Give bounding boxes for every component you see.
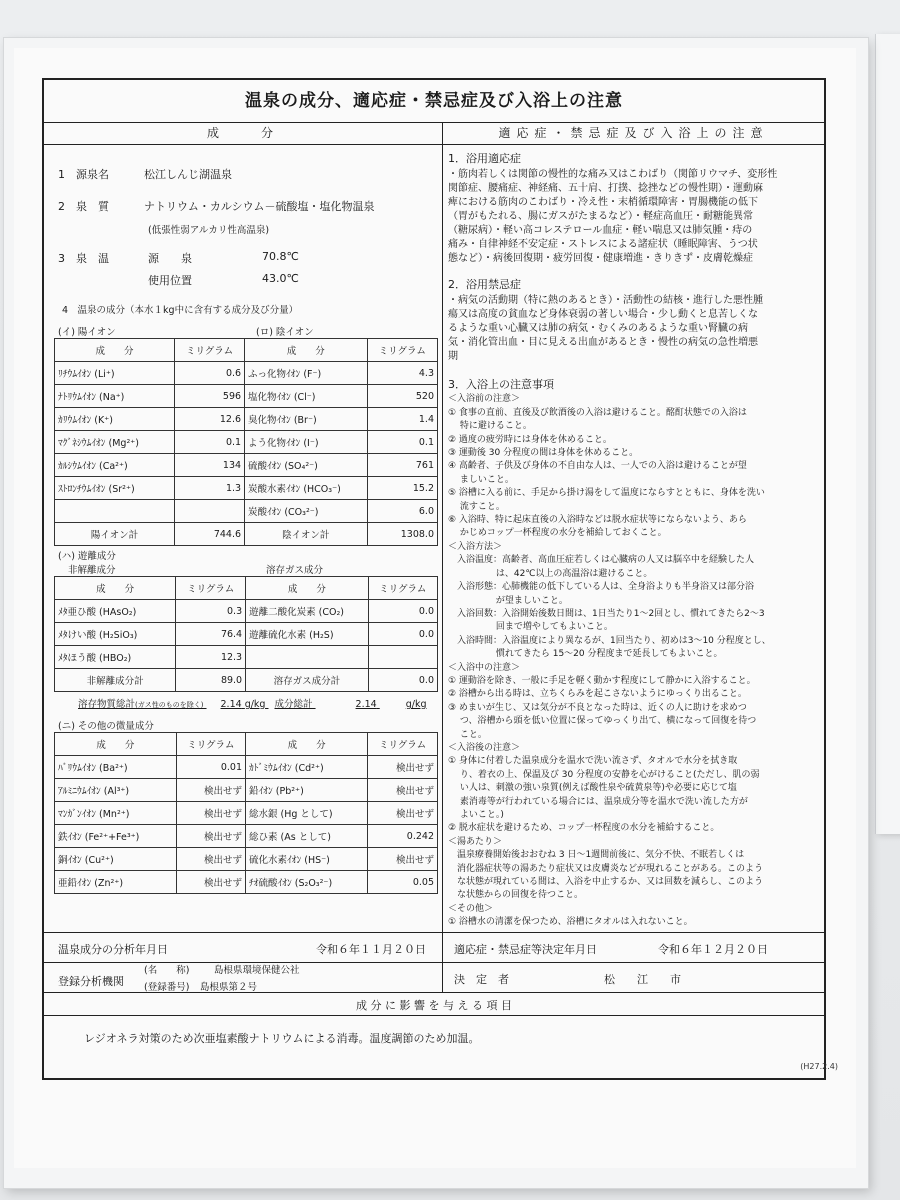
- nondissociated-total-label: 非解離成分計: [55, 669, 176, 692]
- footer-registry-row: [44, 962, 824, 993]
- table-header-row: [55, 733, 438, 756]
- quality-note: (低張性弱アルカリ性高温泉): [148, 225, 270, 236]
- trace-value: 検出せず: [368, 802, 438, 825]
- trace-name: ｶﾄﾞﾐｳﾑｲｵﾝ (Cd²⁺): [246, 756, 368, 779]
- notice-title: 温泉の成分、適応症・禁忌症及び入浴上の注意: [44, 80, 824, 123]
- cation-name: [55, 500, 175, 523]
- notes-line: 入浴時間：入浴温度により異なるが、1回当たり、初めは3～10 分程度とし、: [448, 635, 771, 646]
- anion-value: 1.4: [367, 408, 438, 431]
- dissolved-total-value: 2.14: [220, 699, 242, 710]
- notes-line: 入浴形態：心肺機能の低下している人は、全身浴よりも半身浴又は部分浴: [448, 582, 755, 593]
- cation-value: 0.6: [175, 362, 245, 385]
- affect-heading-row: [44, 992, 824, 1016]
- notes-line: 回まで増やしてもよいこと。: [448, 622, 613, 633]
- nondissociated-name: ﾒﾀほう酸 (HBO₂): [55, 646, 176, 669]
- contraindications-line: 瘍又は高度の貧血など身体衰弱の著しい場合・少し動くと息苦しくな: [448, 309, 758, 320]
- grand-total-label: 成分総計: [274, 699, 313, 710]
- table-row: [55, 871, 438, 894]
- column-header: 成 分: [245, 339, 367, 362]
- free-heading: (ハ) 遊離成分: [58, 551, 116, 562]
- trace-name: 鉄ｲｵﾝ (Fe²⁺+Fe³⁺): [55, 825, 177, 848]
- anion-name: 塩化物ｲｵﾝ (Cl⁻): [245, 385, 367, 408]
- notes-line: ③ 運動後 30 分程度の間は身体を休めること。: [448, 448, 639, 459]
- notes-line: ② 過度の疲労時には身体を休めること。: [448, 434, 612, 445]
- notes-line: こと。: [448, 729, 487, 740]
- anion-total-label: 陰イオン計: [245, 523, 367, 546]
- decision-date-label: 適応症・禁忌症等決定年月日: [454, 943, 597, 956]
- free-sub-left: 非解離成分: [68, 565, 116, 576]
- cation-total-value: 744.6: [175, 523, 245, 546]
- trace-name: 亜鉛ｲｵﾝ (Zn²⁺): [55, 871, 177, 894]
- temp-label: 3 泉 温: [58, 252, 109, 265]
- cation-total-label: 陽イオン計: [55, 523, 175, 546]
- adjacent-notice-edge: [876, 34, 900, 834]
- table-row: [55, 477, 438, 500]
- anion-name: よう化物ｲｵﾝ (I⁻): [245, 431, 367, 454]
- trace-value: 検出せず: [176, 779, 245, 802]
- dissolved-total-line: [78, 696, 427, 710]
- notes-line: かじめコップ一杯程度の水分を補給しておくこと。: [448, 528, 667, 539]
- bathing-notes-section: [448, 378, 820, 930]
- notes-line: ＜入浴前の注意＞: [448, 394, 521, 405]
- analysis-date-label: 温泉成分の分析年月日: [58, 943, 168, 956]
- cation-value: [175, 500, 245, 523]
- cation-value: 134: [175, 454, 245, 477]
- column-header: ミリグラム: [176, 577, 246, 600]
- table-row: [55, 454, 438, 477]
- table-row: [55, 385, 438, 408]
- footer-dates-row: [44, 932, 824, 963]
- trace-name: 総水銀 (Hg として): [246, 802, 368, 825]
- trace-value: 0.242: [368, 825, 438, 848]
- anion-value: 15.2: [367, 477, 438, 500]
- cation-name: ﾘﾁｳﾑｲｵﾝ (Li⁺): [55, 362, 175, 385]
- indications-line: ・筋肉若しくは関節の慢性的な痛み又はこわばり（関節リウマチ、変形性: [448, 169, 778, 180]
- table-row: [55, 646, 438, 669]
- grand-total-value: 2.14: [355, 699, 377, 710]
- trace-name: 銅ｲｵﾝ (Cu²⁺): [55, 848, 177, 871]
- trace-name: 硫化水素ｲｵﾝ (HS⁻): [246, 848, 368, 871]
- notes-line: ① 身体に付着した温泉成分を温水で洗い流さず、タオルで水分を拭き取: [448, 756, 738, 767]
- trace-heading: (ニ) その他の微量成分: [58, 721, 154, 732]
- dissolved-total-unit: g/kg: [244, 699, 266, 710]
- ion-table: [54, 338, 438, 546]
- indications-line: 態など）・病後回復期・疲労回復・健康増進・きりきず・皮膚乾燥症: [448, 253, 753, 264]
- column-header: ミリグラム: [176, 733, 245, 756]
- table-row: [55, 802, 438, 825]
- gas-name: 遊離硫化水素 (H₂S): [246, 623, 368, 646]
- lab-reg-label: (登録番号): [144, 982, 190, 993]
- notes-line: ② 浴槽から出る時は、立ちくらみを起こさないようにゆっくり出ること。: [448, 689, 747, 700]
- nondissociated-value: 12.3: [176, 646, 246, 669]
- trace-name: 鉛ｲｵﾝ (Pb²⁺): [246, 779, 368, 802]
- composition-label: 4 温泉の成分（本水１kg中に含有する成分及び分量）: [62, 305, 299, 316]
- table-row: [55, 779, 438, 802]
- notes-line: ④ 高齢者、子供及び身体の不自由な人は、一人での入浴は避けることが望: [448, 461, 747, 472]
- analysis-date-value: 令和６年１１月２０日: [316, 943, 426, 956]
- table-header-row: [55, 339, 438, 362]
- cation-value: 12.6: [175, 408, 245, 431]
- indications-line: 痛み・自律神経不安定症・ストレスによる諸症状（睡眠障害、うつ状: [448, 239, 758, 250]
- nondissociated-name: ﾒﾀけい酸 (H₂SiO₃): [55, 623, 176, 646]
- contraindications-line: 気・消化管出血・目に見える出血があるとき・慢性の病気の急性増悪: [448, 337, 758, 348]
- contraindications-line: 期: [448, 351, 458, 362]
- column-header: 成 分: [55, 577, 176, 600]
- table-total-row: [55, 669, 438, 692]
- source-label: 1 源泉名: [58, 168, 109, 181]
- gas-value: [368, 646, 437, 669]
- form-code: (H27.2.4): [800, 1062, 838, 1071]
- trace-value: 検出せず: [176, 802, 245, 825]
- cation-name: ﾅﾄﾘｳﾑｲｵﾝ (Na⁺): [55, 385, 175, 408]
- indications-line: 痺における筋肉のこわばり・冷え性・末梢循環障害・胃腸機能の低下: [448, 197, 758, 208]
- anion-name: ふっ化物ｲｵﾝ (F⁻): [245, 362, 367, 385]
- notes-line: な状態が現れている間は、入浴を中止するか、又は回数を減らし、このよう: [448, 877, 764, 888]
- notes-line: ① 運動浴を除き、一般に手足を軽く動かす程度にして静かに入浴すること。: [448, 675, 756, 686]
- decider-label: 決 定 者: [454, 973, 509, 986]
- lab-name-label: (名 称): [144, 965, 190, 976]
- table-row: [55, 848, 438, 871]
- anion-value: 520: [367, 385, 438, 408]
- hot-spring-notice: [42, 78, 826, 1080]
- notes-line: 入浴回数：入浴開始後数日間は、1日当たり1～2回とし、慣れてきたら2～3: [448, 608, 765, 619]
- trace-value: 検出せず: [176, 848, 245, 871]
- quality-label: 2 泉 質: [58, 200, 109, 213]
- notes-line: ＜入浴方法＞: [448, 541, 503, 552]
- temp-source-value: 70.8℃: [262, 250, 299, 263]
- gas-value: 0.0: [368, 623, 437, 646]
- cations-heading: (イ) 陽イオン: [58, 327, 116, 338]
- notes-line: ② 脱水症状を避けるため、コップ一杯程度の水分を補給すること。: [448, 823, 720, 834]
- notes-line: ＜湯あたり＞: [448, 836, 503, 847]
- gas-total-label: 溶存ガス成分計: [246, 669, 368, 692]
- decider-value: 松 江 市: [604, 973, 681, 986]
- trace-name: ﾁｵ硫酸ｲｵﾝ (S₂O₃²⁻): [246, 871, 368, 894]
- indications-section: [448, 152, 820, 266]
- cation-name: ﾏｸﾞﾈｼｳﾑｲｵﾝ (Mg²⁺): [55, 431, 175, 454]
- temp-use-label: 使用位置: [148, 274, 192, 287]
- indications-line: （糖尿病）・軽い高コレステロール血症・軽い喘息又は肺気腫・痔の: [448, 225, 753, 236]
- cation-value: 1.3: [175, 477, 245, 500]
- table-row: [55, 623, 438, 646]
- free-table: [54, 576, 438, 692]
- registered-lab-label: 登録分析機関: [58, 975, 124, 988]
- cation-value: 0.1: [175, 431, 245, 454]
- nondissociated-total-value: 89.0: [176, 669, 246, 692]
- trace-name: ｱﾙﾐﾆｳﾑｲｵﾝ (Al³⁺): [55, 779, 177, 802]
- right-column-header: 適応症・禁忌症及び入浴上の注意: [443, 122, 824, 145]
- column-header: ミリグラム: [368, 733, 438, 756]
- lab-name-value: 島根県環境保健公社: [214, 965, 300, 976]
- anions-heading: (ロ) 陰イオン: [256, 327, 314, 338]
- notes-line: が望ましいこと。: [448, 595, 568, 606]
- left-column-header: 成 分: [44, 122, 442, 145]
- column-divider: [442, 122, 443, 932]
- table-row: [55, 362, 438, 385]
- column-header: 成 分: [55, 339, 175, 362]
- notes-line: 消化器症状等の湯あたり症状又は皮膚炎などが現れることがある。このよう: [448, 863, 764, 874]
- column-header: ミリグラム: [368, 577, 437, 600]
- notes-line: ＜入浴中の注意＞: [448, 662, 521, 673]
- anion-name: 硫酸ｲｵﾝ (SO₄²⁻): [245, 454, 367, 477]
- anion-value: 761: [367, 454, 438, 477]
- indications-title: 1．浴用適応症: [448, 152, 521, 165]
- dissolved-total-note: (ガス性のものを除く): [135, 701, 204, 709]
- bathing-notes-title: 3．入浴上の注意事項: [448, 378, 554, 391]
- anion-value: 4.3: [367, 362, 438, 385]
- notes-line: な状態からの回復を待つこと。: [448, 890, 584, 901]
- nondissociated-value: 0.3: [176, 600, 246, 623]
- indications-line: 関節症、腰痛症、神経痛、五十肩、打撲、捻挫などの慢性期）・運動麻: [448, 183, 763, 194]
- notes-line: 特に避けること。: [448, 421, 532, 432]
- table-header-row: [55, 577, 438, 600]
- notes-line: ⑥ 入浴時、特に起床直後の入浴時などは脱水症状等にならないよう、あら: [448, 515, 747, 526]
- notes-line: 流すこと。: [448, 501, 505, 512]
- table-total-row: [55, 523, 438, 546]
- source-value: 松江しんじ湖温泉: [144, 168, 232, 181]
- contraindications-title: 2．浴用禁忌症: [448, 278, 521, 291]
- notes-line: い人は、刺激の強い泉質(例えば酸性泉や硫黄泉等)や必要に応じて塩: [448, 783, 737, 794]
- column-header: ミリグラム: [175, 339, 245, 362]
- gas-value: 0.0: [368, 600, 437, 623]
- free-sub-right: 溶存ガス成分: [266, 565, 324, 576]
- trace-value: 0.01: [176, 756, 245, 779]
- notes-line: 素消毒等が行われている場合には、温泉成分等を温水で洗い流した方が: [448, 796, 748, 807]
- trace-name: ﾊﾞﾘｳﾑｲｵﾝ (Ba²⁺): [55, 756, 177, 779]
- trace-table: [54, 732, 438, 894]
- table-row: [55, 756, 438, 779]
- nondissociated-value: 76.4: [176, 623, 246, 646]
- cation-name: ｶﾙｼｳﾑｲｵﾝ (Ca²⁺): [55, 454, 175, 477]
- table-row: [55, 500, 438, 523]
- cation-name: ｽﾄﾛﾝﾁｳﾑｲｵﾝ (Sr²⁺): [55, 477, 175, 500]
- trace-value: 検出せず: [176, 871, 245, 894]
- column-header: 成 分: [246, 577, 368, 600]
- anion-name: 炭酸水素ｲｵﾝ (HCO₃⁻): [245, 477, 367, 500]
- gas-total-value: 0.0: [368, 669, 437, 692]
- grand-total-unit: g/kg: [405, 699, 427, 710]
- trace-value: 0.05: [368, 871, 438, 894]
- trace-value: 検出せず: [368, 756, 438, 779]
- cation-value: 596: [175, 385, 245, 408]
- temp-use-value: 43.0℃: [262, 272, 299, 285]
- gas-name: 遊離二酸化炭素 (CO₂): [246, 600, 368, 623]
- contraindications-section: [448, 278, 820, 364]
- contraindications-line: るような重い心臓又は肺の病気・むくみのあるような重い腎臓の病: [448, 323, 748, 334]
- notes-line: ① 食事の直前、直後及び飲酒後の入浴は避けること。酩酊状態での入浴は: [448, 407, 747, 418]
- anion-value: 6.0: [367, 500, 438, 523]
- notes-line: ＜入浴後の注意＞: [448, 742, 521, 753]
- decision-date-value: 令和６年１２月２０日: [658, 943, 768, 956]
- notes-line: 温泉療養開始後おおむね 3 日～1週間前後に、気分不快、不眠若しくは: [448, 850, 745, 861]
- column-header: 成 分: [55, 733, 177, 756]
- trace-value: 検出せず: [368, 779, 438, 802]
- table-row: [55, 825, 438, 848]
- column-header: ミリグラム: [367, 339, 438, 362]
- notes-line: り、着衣の上、保温及び 30 分程度の安静を心がけること(ただし、肌の弱: [448, 769, 760, 780]
- trace-value: 検出せず: [176, 825, 245, 848]
- trace-name: ﾏﾝｶﾞﾝｲｵﾝ (Mn²⁺): [55, 802, 177, 825]
- cation-name: ｶﾘｳﾑｲｵﾝ (K⁺): [55, 408, 175, 431]
- anion-name: 炭酸ｲｵﾝ (CO₃²⁻): [245, 500, 367, 523]
- anion-total-value: 1308.0: [367, 523, 438, 546]
- lab-reg-value: 島根県第２号: [200, 982, 258, 993]
- notes-line: 慣れてきたら 15～20 分程度まで延長してもよいこと。: [448, 649, 723, 660]
- table-row: [55, 431, 438, 454]
- affect-heading: 成 分 に 影 響 を 与 え る 項 目: [356, 999, 512, 1012]
- notes-line: は、42℃以上の高温浴は避けること。: [448, 568, 653, 579]
- table-row: [55, 408, 438, 431]
- dissolved-total-label: 溶存物質総計: [78, 699, 136, 710]
- indications-line: （胃がもたれる、腸にガスがたまるなど）・軽症高血圧・耐糖能異常: [448, 211, 753, 222]
- anion-value: 0.1: [367, 431, 438, 454]
- contraindications-line: ・病気の活動期（特に熱のあるとき）・活動性の結核・進行した悪性腫: [448, 295, 763, 306]
- temp-source-label: 源 泉: [148, 252, 192, 265]
- notes-line: ましいこと。: [448, 474, 514, 485]
- gas-name: [246, 646, 368, 669]
- notes-line: ⑤ 浴槽に入る前に、手足から掛け湯をして温度にならすとともに、身体を洗い: [448, 488, 765, 499]
- quality-value: ナトリウム・カルシウム－硫酸塩・塩化物温泉: [144, 200, 375, 213]
- column-header: 成 分: [246, 733, 368, 756]
- affect-text: レジオネラ対策のため次亜塩素酸ナトリウムによる消毒。温度調節のため加温。: [84, 1032, 480, 1045]
- anion-name: 臭化物ｲｵﾝ (Br⁻): [245, 408, 367, 431]
- notes-line: ＜その他＞: [448, 903, 494, 914]
- notes-line: ③ めまいが生じ、又は気分が不良となった時は、近くの人に助けを求めつ: [448, 702, 747, 713]
- notes-line: つ、浴槽から頭を低い位置に保ってゆっくり出て、横になって回復を待つ: [448, 716, 757, 727]
- notes-line: よいこと。): [448, 810, 504, 820]
- notes-line: ① 浴槽水の清潔を保つため、浴槽にタオルは入れないこと。: [448, 917, 693, 928]
- notes-line: 入浴温度：高齢者、高血圧症若しくは心臓病の人又は脳卒中を経験した人: [448, 555, 755, 566]
- nondissociated-name: ﾒﾀ亜ひ酸 (HAsO₂): [55, 600, 176, 623]
- table-row: [55, 600, 438, 623]
- trace-name: 総ひ素 (As として): [246, 825, 368, 848]
- trace-value: 検出せず: [368, 848, 438, 871]
